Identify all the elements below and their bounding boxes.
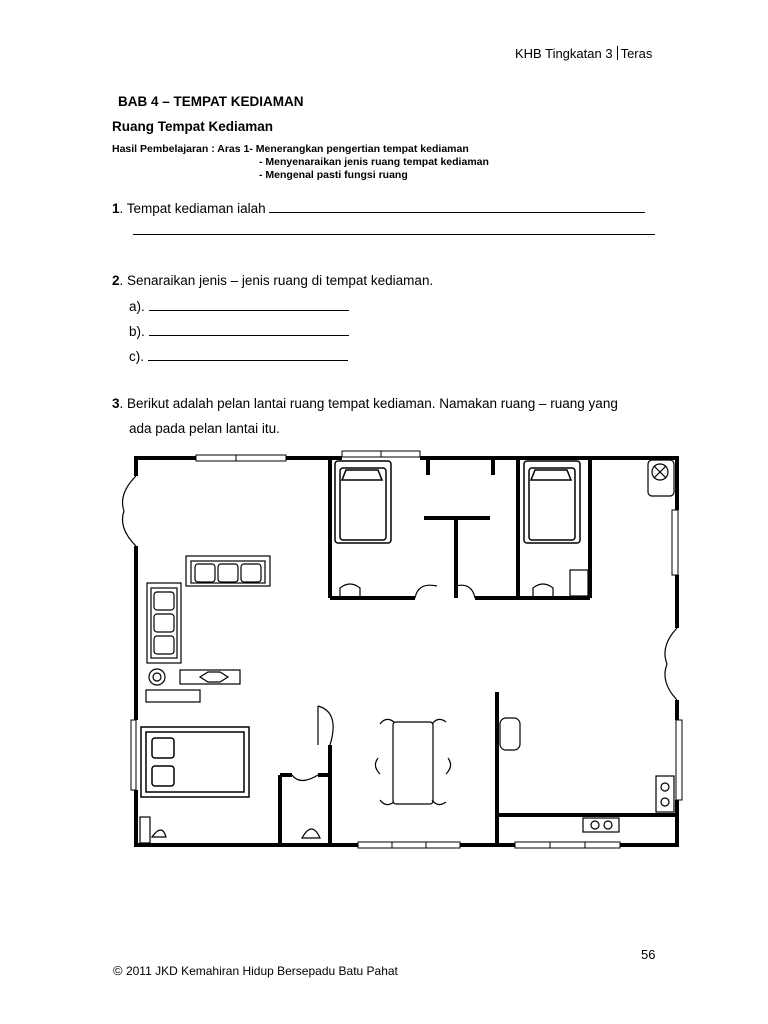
chapter-title: BAB 4 – TEMPAT KEDIAMAN [118, 94, 304, 109]
answer-line[interactable] [133, 222, 655, 235]
answer-line[interactable] [269, 200, 645, 213]
question-text: . Tempat kediaman ialah [119, 201, 266, 216]
learning-outcome-item: - Mengenal pasti fungsi ruang [259, 169, 408, 181]
question-1 [112, 200, 645, 216]
question-number: 2 [112, 273, 120, 288]
subtitle: Ruang Tempat Kediaman [112, 119, 274, 134]
toilet [340, 570, 588, 598]
header-separator [617, 46, 618, 60]
answer-line[interactable] [149, 323, 349, 336]
floor-plan-diagram [116, 450, 692, 852]
learning-outcome-item: - Menerangkan pengertian tempat kediaman [249, 143, 469, 155]
header-course: KHB Tingkatan 3 [515, 46, 613, 61]
room-doors [292, 585, 475, 780]
option-label: c). [129, 349, 144, 364]
question-3 [112, 396, 618, 411]
bed [141, 727, 249, 797]
question-1-continuation [133, 222, 655, 235]
windows [131, 451, 682, 848]
question-number: 3 [112, 396, 120, 411]
question-3-continuation: ada pada pelan lantai itu. [129, 421, 280, 436]
learning-outcomes [112, 143, 489, 182]
living-room-items [146, 669, 240, 702]
answer-line[interactable] [148, 348, 348, 361]
dining-table [375, 719, 450, 804]
header-section: Teras [620, 46, 653, 61]
learning-outcomes-label: Hasil Pembelajaran : Aras 1 [112, 143, 250, 155]
question-2 [112, 273, 433, 288]
option-label: b). [129, 324, 145, 339]
page-header [515, 46, 652, 61]
footer [113, 963, 398, 978]
side-door [665, 628, 677, 700]
footer-text: 2011 JKD Kemahiran Hidup Bersepadu Batu Pahat [125, 964, 398, 978]
answer-option-b [129, 323, 349, 339]
question-text: . Senaraikan jenis – jenis ruang di tempat kediaman. [119, 273, 434, 288]
question-number: 1 [112, 201, 120, 216]
answer-option-c [129, 348, 348, 364]
outer-walls [134, 456, 679, 847]
learning-outcome-item: - Menyenaraikan jenis ruang tempat kediaman [259, 156, 489, 168]
page-number: 56 [641, 947, 656, 962]
answer-line[interactable] [149, 298, 349, 311]
toilet [140, 817, 320, 843]
option-label: a). [129, 299, 145, 314]
sofa [147, 556, 270, 663]
entrance-door [123, 476, 137, 546]
answer-option-a [129, 298, 349, 314]
copyright-symbol: © [113, 963, 123, 978]
sink-icon [648, 460, 674, 496]
question-text: . Berikut adalah pelan lantai ruang tempat kediaman. Namakan ruang – ruang yang [119, 396, 618, 411]
